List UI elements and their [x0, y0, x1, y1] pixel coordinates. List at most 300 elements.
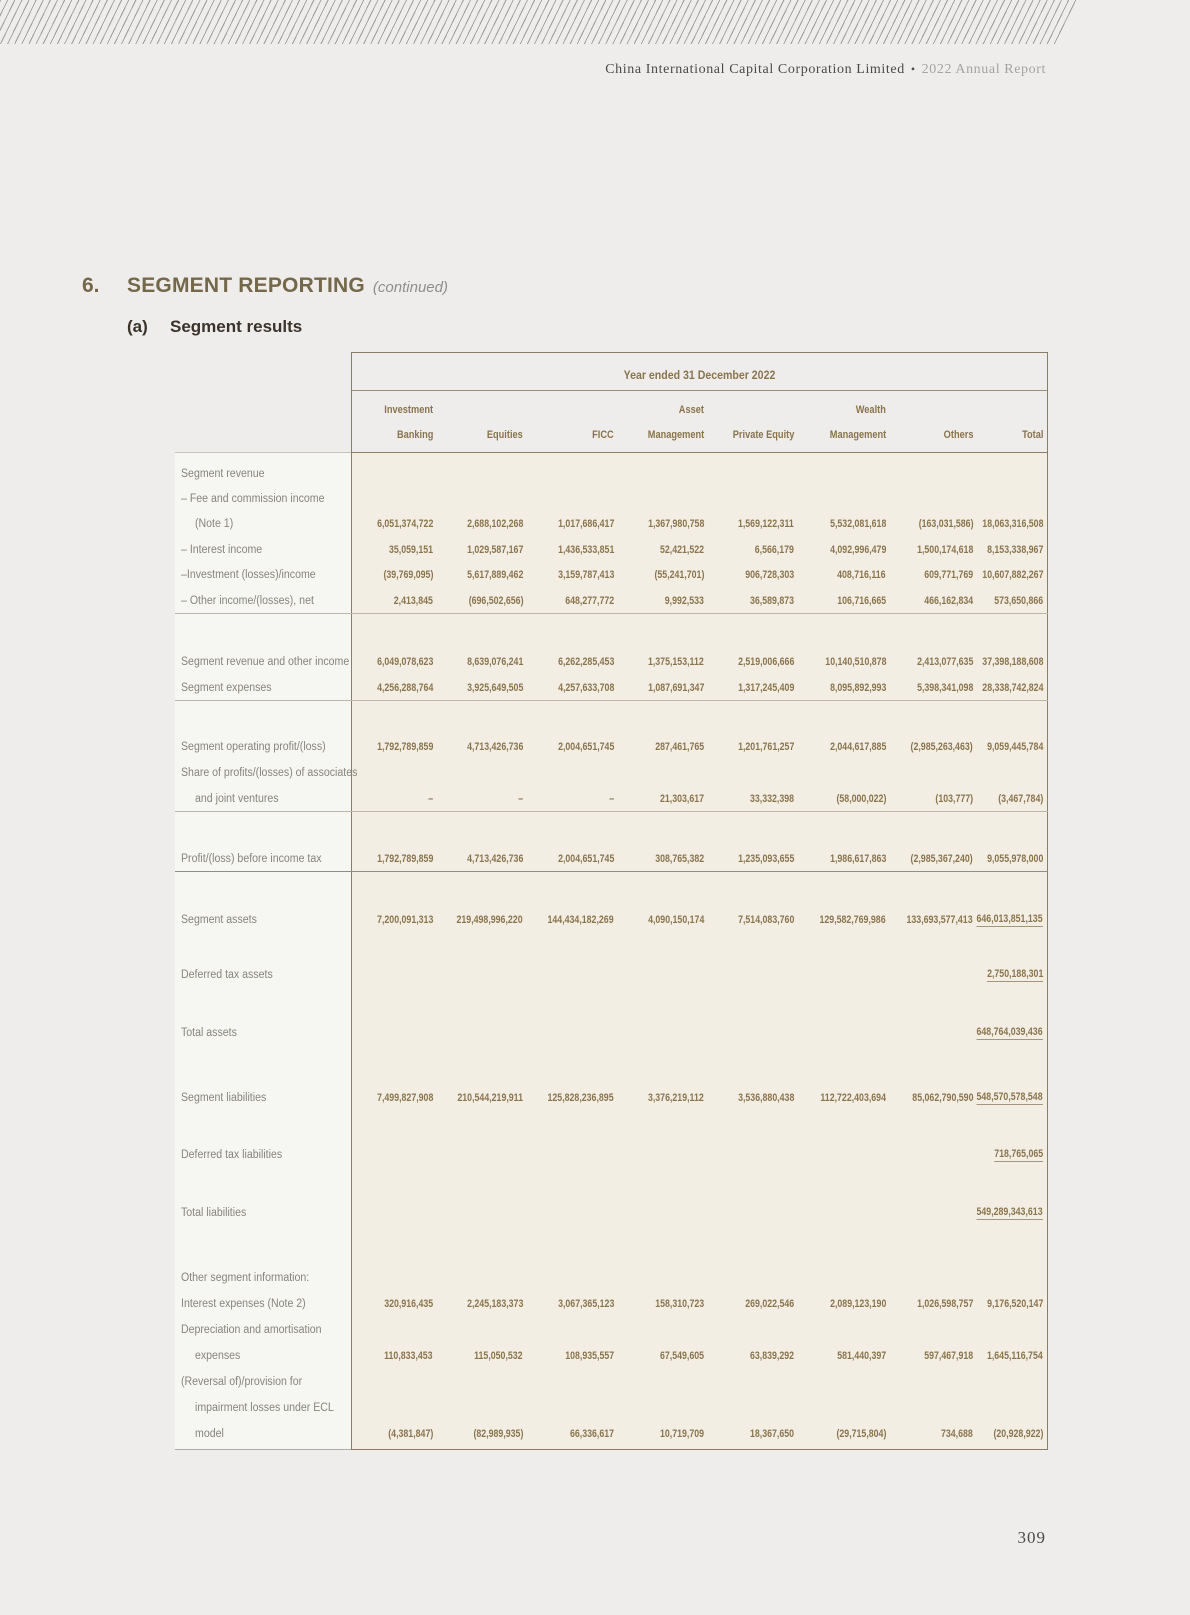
value-cell [614, 1350, 704, 1362]
cell-value: 269,022,546 [745, 1298, 794, 1310]
value-cell [433, 682, 523, 694]
row-label-cell [175, 853, 351, 865]
section-heading [82, 274, 448, 298]
value-cell [523, 1428, 614, 1440]
row-label: – Interest income [181, 543, 263, 556]
value-cell [794, 544, 886, 556]
value-cell [433, 853, 523, 865]
value-cell [351, 1350, 433, 1362]
row-label-cell [175, 468, 351, 480]
table-row [175, 1265, 1048, 1291]
column-header-text: Management [647, 429, 704, 441]
cell-value: 85,062,790,590 [911, 1092, 973, 1104]
value-cell [614, 1092, 704, 1104]
value-cell [523, 518, 614, 530]
row-label: impairment losses under ECL [195, 1402, 334, 1414]
cell-value: 52,421,522 [659, 543, 704, 556]
cell-value: 8,095,892,993 [829, 681, 886, 694]
cell-value: 125,828,236,895 [547, 1092, 614, 1104]
row-label: –Investment (losses)/income [181, 569, 316, 581]
cell-value: 4,090,150,174 [647, 914, 704, 926]
value-cell [433, 914, 523, 926]
row-label: (Reversal of)/provision for [181, 1376, 303, 1388]
table-row [175, 786, 1048, 812]
column-header [794, 420, 886, 450]
section-number: 6. [82, 274, 100, 297]
row-label-cell [175, 1428, 351, 1440]
cell-value: 648,277,772 [565, 594, 614, 607]
row-label: Segment revenue and other income [181, 656, 350, 668]
value-cell [433, 793, 523, 805]
column-header [886, 420, 973, 450]
value-cell [794, 518, 886, 530]
value-cell [614, 518, 704, 530]
cell-value: 4,713,426,736 [466, 852, 523, 865]
value-cell [973, 518, 1048, 530]
cell-value: 5,398,341,098 [916, 681, 973, 694]
value-cell [704, 1092, 794, 1104]
value-cell [973, 913, 1048, 927]
value-cell [433, 1092, 523, 1104]
cell-value: 5,532,081,618 [829, 518, 886, 530]
cell-value: 6,049,078,623 [376, 656, 433, 668]
subsection-label: (a) [127, 317, 148, 336]
value-cell [523, 1350, 614, 1362]
cell-value: 10,607,882,267 [981, 569, 1043, 581]
value-cell [351, 741, 433, 753]
value-cell [351, 914, 433, 926]
value-cell [351, 518, 433, 530]
page-number: 309 [1017, 1528, 1046, 1547]
cell-value: 110,833,453 [384, 1350, 433, 1362]
cell-value: 7,499,827,908 [376, 1092, 433, 1104]
value-cell [973, 1206, 1048, 1220]
cell-value: 2,750,188,301 [986, 968, 1043, 980]
value-cell [973, 968, 1048, 982]
value-cell [523, 656, 614, 668]
value-cell [794, 1350, 886, 1362]
value-cell [886, 1092, 973, 1104]
value-cell [704, 518, 794, 530]
column-header-text: Total [1021, 429, 1043, 441]
row-label: model [195, 1428, 224, 1440]
value-cell [433, 741, 523, 753]
row-label-cell [175, 1376, 351, 1388]
value-cell [614, 569, 704, 581]
cell-value: 1,375,153,112 [648, 656, 704, 668]
value-cell [973, 853, 1048, 865]
cell-value: 4,713,426,736 [466, 741, 523, 753]
table-row [175, 846, 1048, 872]
table-spacer-row [175, 614, 1048, 649]
subsection-title: Segment results [170, 317, 303, 336]
value-cell [614, 682, 704, 694]
cell-value: 1,029,587,167 [466, 543, 523, 556]
value-cell [523, 741, 614, 753]
table-row [175, 1395, 1048, 1421]
cell-value: 3,925,649,505 [466, 681, 523, 694]
value-cell [973, 1148, 1048, 1162]
cell-value: 1,792,789,859 [376, 741, 433, 753]
cell-value: 21,303,617 [659, 792, 704, 805]
value-cell [973, 544, 1048, 556]
value-cell [886, 656, 973, 668]
cell-value: 2,044,617,885 [829, 741, 886, 753]
subsection-heading [127, 317, 302, 337]
table-row [175, 1020, 1048, 1046]
row-label-cell [175, 1149, 351, 1161]
value-cell [523, 1298, 614, 1310]
cell-value: 37,398,188,608 [981, 656, 1043, 668]
column-header-text: Equities [487, 429, 523, 441]
cell-value: 573,650,866 [994, 594, 1043, 607]
row-label-cell [175, 1207, 351, 1219]
value-cell [351, 1428, 433, 1440]
cell-value: (696,502,656) [468, 594, 523, 607]
value-cell [794, 914, 886, 926]
cell-value: (3,467,784) [997, 792, 1043, 805]
row-label: Interest expenses (Note 2) [181, 1298, 306, 1310]
value-cell [886, 1298, 973, 1310]
row-label: Depreciation and amortisation [181, 1324, 322, 1336]
row-label-cell [175, 741, 351, 753]
table-row [175, 511, 1048, 537]
cell-value: 1,235,093,655 [737, 852, 794, 865]
cell-value: 1,367,980,758 [647, 518, 704, 530]
row-label: Share of profits/(losses) of associates [181, 767, 358, 779]
cell-value: (58,000,022) [836, 792, 886, 805]
row-label: (Note 1) [195, 518, 234, 530]
cell-value: 1,792,789,859 [376, 852, 433, 865]
cell-value: 320,916,435 [384, 1298, 433, 1310]
value-cell [794, 1428, 886, 1440]
value-cell [523, 682, 614, 694]
table-row [175, 1085, 1048, 1111]
column-header [973, 420, 1048, 450]
row-label-cell [175, 1324, 351, 1336]
row-label: Segment expenses [181, 681, 272, 694]
row-label-cell [175, 595, 351, 607]
table-row [175, 1291, 1048, 1317]
column-header-text: Banking [396, 429, 433, 441]
column-header-text: Others [943, 429, 973, 441]
column-header-text: Management [829, 429, 886, 441]
table-spacer-row [175, 1046, 1048, 1085]
cell-value: 219,498,996,220 [456, 914, 523, 926]
table-row [175, 962, 1048, 988]
row-label: Total liabilities [181, 1207, 247, 1219]
value-cell [794, 741, 886, 753]
table-row [175, 537, 1048, 562]
value-cell [351, 793, 433, 805]
value-cell [433, 656, 523, 668]
row-label-cell [175, 793, 351, 805]
report-title: 2022 Annual Report [921, 62, 1046, 77]
cell-value: 287,461,765 [655, 741, 704, 753]
value-cell [794, 595, 886, 607]
cell-value: 129,582,769,986 [819, 914, 886, 926]
value-cell [351, 656, 433, 668]
value-cell [523, 853, 614, 865]
value-cell [433, 1428, 523, 1440]
value-cell [614, 1298, 704, 1310]
cell-value: 3,536,880,438 [737, 1092, 794, 1104]
value-cell [704, 1298, 794, 1310]
column-header-text: Asset [678, 404, 704, 416]
table-row [175, 562, 1048, 588]
table-row [175, 907, 1048, 933]
value-cell [973, 569, 1048, 581]
value-cell [973, 1298, 1048, 1310]
value-cell [973, 741, 1048, 753]
cell-value: (20,928,922) [993, 1428, 1043, 1440]
value-cell [704, 793, 794, 805]
value-cell [794, 853, 886, 865]
cell-value: 35,059,151 [388, 543, 433, 556]
table-spacer-row [175, 452, 1048, 461]
table-spacer-row [175, 988, 1048, 1020]
table-spacer-row [175, 1111, 1048, 1142]
cell-value: 158,310,723 [655, 1298, 704, 1310]
cell-value: – [428, 792, 433, 805]
value-cell [351, 682, 433, 694]
column-header-text: Investment [384, 404, 433, 416]
row-label: Deferred tax assets [181, 969, 273, 981]
value-cell [351, 544, 433, 556]
bullet-separator: • [910, 62, 916, 76]
value-cell [351, 1298, 433, 1310]
row-label: Segment assets [181, 914, 257, 926]
value-cell [704, 544, 794, 556]
row-label: Segment operating profit/(loss) [181, 741, 326, 753]
row-label-cell [175, 1402, 351, 1414]
value-cell [433, 544, 523, 556]
column-header-spacer [175, 420, 351, 450]
table-row [175, 675, 1048, 701]
value-cell [433, 569, 523, 581]
cell-value: – [609, 792, 614, 805]
value-cell [973, 595, 1048, 607]
value-cell [351, 569, 433, 581]
value-cell [886, 1428, 973, 1440]
cell-value: 1,569,122,311 [738, 518, 794, 530]
cell-value: 308,765,382 [655, 852, 704, 865]
table-row [175, 1317, 1048, 1343]
table-period-header: Year ended 31 December 2022 [623, 369, 776, 382]
value-cell [523, 793, 614, 805]
column-header [614, 420, 704, 450]
cell-value: 2,089,123,190 [829, 1298, 886, 1310]
value-cell [704, 1428, 794, 1440]
cell-value: 646,013,851,135 [976, 913, 1043, 925]
cell-value: 609,771,769 [924, 569, 973, 581]
cell-value: 549,289,343,613 [976, 1206, 1043, 1218]
column-header-text: FICC [592, 429, 614, 441]
cell-value: 3,159,787,413 [557, 569, 614, 581]
table-spacer-row [175, 1226, 1048, 1265]
cell-value: 6,051,374,722 [376, 518, 433, 530]
cell-value: 9,992,533 [664, 594, 704, 607]
value-cell [704, 682, 794, 694]
value-cell [523, 544, 614, 556]
value-cell [614, 853, 704, 865]
cell-value: – [518, 792, 523, 805]
value-cell [433, 1298, 523, 1310]
cell-value: 1,986,617,863 [829, 852, 886, 865]
value-cell [794, 656, 886, 668]
row-label-cell [175, 518, 351, 530]
value-cell [523, 569, 614, 581]
value-cell [704, 853, 794, 865]
table-row [175, 1343, 1048, 1369]
cell-value: 36,589,873 [749, 594, 794, 607]
row-label-cell [175, 569, 351, 581]
value-cell [973, 1350, 1048, 1362]
row-label-cell [175, 656, 351, 668]
row-label: – Fee and commission income [181, 492, 325, 505]
cell-value: 1,017,686,417 [557, 518, 614, 530]
value-cell [973, 656, 1048, 668]
cell-value: (29,715,804) [836, 1428, 886, 1440]
value-cell [886, 595, 973, 607]
row-label: Segment revenue [181, 467, 265, 480]
section-continued: (continued) [372, 279, 448, 296]
value-cell [794, 682, 886, 694]
table-row [175, 588, 1048, 614]
cell-value: 112,722,403,694 [820, 1092, 886, 1104]
value-cell [704, 741, 794, 753]
cell-value: 106,716,665 [837, 594, 886, 607]
row-label-cell [175, 1272, 351, 1284]
row-label: Deferred tax liabilities [181, 1149, 283, 1161]
value-cell [973, 1091, 1048, 1105]
row-label-cell [175, 914, 351, 926]
cell-value: 6,262,285,453 [557, 656, 614, 668]
table-rows [175, 452, 1048, 1447]
cell-value: 18,063,316,508 [981, 518, 1043, 530]
row-label: Segment liabilities [181, 1092, 267, 1104]
row-label-cell [175, 969, 351, 981]
cell-value: (82,989,935) [473, 1428, 523, 1440]
value-cell [794, 793, 886, 805]
row-label: expenses [195, 1350, 241, 1362]
row-label-cell [175, 1350, 351, 1362]
value-cell [614, 793, 704, 805]
cell-value: 2,004,651,745 [557, 741, 614, 753]
cell-value: (39,769,095) [383, 569, 433, 581]
cell-value: 2,004,651,745 [557, 852, 614, 865]
hatch-band [0, 0, 1080, 44]
value-cell [973, 793, 1048, 805]
value-cell [973, 1026, 1048, 1040]
value-cell [433, 518, 523, 530]
row-label-cell [175, 1298, 351, 1310]
value-cell [886, 518, 973, 530]
table-spacer-row [175, 1168, 1048, 1200]
cell-value: 8,639,076,241 [466, 656, 523, 668]
value-cell [614, 741, 704, 753]
table-spacer-row [175, 933, 1048, 962]
row-label: Profit/(loss) before income tax [181, 852, 322, 865]
row-label: Total assets [181, 1027, 237, 1039]
row-label-cell [175, 544, 351, 556]
cell-value: (55,241,701) [654, 569, 704, 581]
cell-value: 9,055,978,000 [986, 852, 1043, 865]
value-cell [794, 569, 886, 581]
value-cell [523, 595, 614, 607]
value-cell [886, 544, 973, 556]
column-header [433, 420, 523, 450]
column-header [704, 420, 794, 450]
value-cell [973, 682, 1048, 694]
row-label-cell [175, 767, 358, 779]
value-cell [614, 544, 704, 556]
cell-value: 66,336,617 [569, 1428, 614, 1440]
cell-value: 210,544,219,911 [457, 1092, 523, 1104]
cell-value: 6,566,179 [754, 543, 794, 556]
row-label: – Other income/(losses), net [181, 594, 314, 607]
value-cell [886, 569, 973, 581]
cell-value: 648,764,039,436 [976, 1026, 1043, 1038]
cell-value: 4,092,996,479 [829, 543, 886, 556]
cell-value: 734,688 [941, 1428, 973, 1440]
value-cell [886, 914, 973, 926]
table-spacer-row [175, 701, 1048, 734]
cell-value: 10,719,709 [659, 1428, 704, 1440]
cell-value: 3,067,365,123 [557, 1298, 614, 1310]
value-cell [704, 656, 794, 668]
value-cell [704, 595, 794, 607]
column-headers-line2 [175, 420, 1048, 450]
company-name: China International Capital Corporation Limited [605, 62, 905, 77]
table-spacer-row [175, 812, 1048, 846]
cell-value: 1,201,761,257 [737, 741, 794, 753]
table-row [175, 1369, 1048, 1395]
cell-value: (2,985,263,463) [910, 741, 973, 753]
cell-value: 108,935,557 [565, 1350, 614, 1362]
value-cell [886, 853, 973, 865]
value-cell [523, 914, 614, 926]
segment-results-table [175, 352, 1048, 1450]
value-cell [886, 793, 973, 805]
cell-value: 67,549,605 [659, 1350, 704, 1362]
value-cell [886, 682, 973, 694]
value-cell [614, 914, 704, 926]
cell-value: 9,176,520,147 [986, 1298, 1043, 1310]
cell-value: 906,728,303 [745, 569, 794, 581]
cell-value: 466,162,834 [924, 594, 973, 607]
value-cell [351, 1092, 433, 1104]
value-cell [886, 1350, 973, 1362]
column-header [351, 420, 433, 450]
cell-value: 2,245,183,373 [466, 1298, 523, 1310]
cell-value: 4,256,288,764 [376, 681, 433, 694]
row-label-cell [175, 493, 351, 505]
row-label-cell [175, 1027, 351, 1039]
table-row [175, 649, 1048, 675]
value-cell [794, 1298, 886, 1310]
cell-value: 5,617,889,462 [466, 569, 523, 581]
column-header-text: Private Equity [732, 429, 794, 441]
row-label-cell [175, 1092, 351, 1104]
table-row [175, 461, 1048, 486]
cell-value: 2,519,006,666 [737, 656, 794, 668]
cell-value: 63,839,292 [749, 1350, 794, 1362]
table-row [175, 486, 1048, 511]
cell-value: 1,026,598,757 [916, 1298, 973, 1310]
cell-value: 18,367,650 [749, 1428, 794, 1440]
cell-value: 9,059,445,784 [986, 741, 1043, 753]
